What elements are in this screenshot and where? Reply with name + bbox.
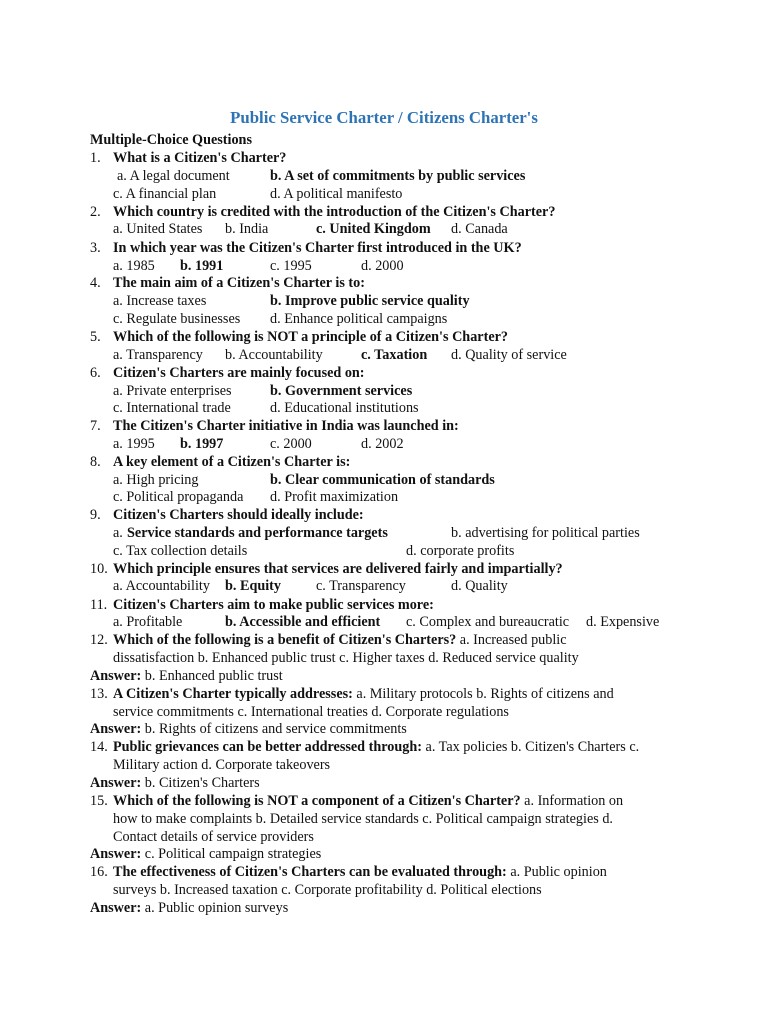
- question-text: Citizen's Charters aim to make public services more:: [113, 597, 434, 613]
- question-text: A key element of a Citizen's Charter is:: [113, 454, 351, 470]
- option-d: d. 2000: [361, 258, 404, 274]
- question-number: 15.: [90, 793, 108, 809]
- option-c: c. A financial plan: [113, 186, 217, 202]
- answer-label: Answer:: [90, 775, 142, 791]
- option-d: d. Enhance political campaigns: [270, 311, 448, 327]
- option-c: c. Political propaganda: [113, 489, 244, 505]
- option-d: d. Quality: [451, 578, 508, 594]
- options-inline: a. Increased public: [459, 632, 567, 648]
- question-number: 10.: [90, 561, 108, 577]
- answer-value: b. Rights of citizens and service commitments: [144, 721, 407, 737]
- options-inline: a. Public opinion: [510, 864, 607, 880]
- option-d: d. Expensive: [586, 614, 660, 630]
- option-c: c. Transparency: [316, 578, 406, 594]
- option-b-correct: b. Clear communication of standards: [270, 472, 495, 488]
- option-a-prefix: a.: [113, 525, 123, 541]
- option-c: c. Tax collection details: [113, 543, 248, 559]
- option-d: d. Educational institutions: [270, 400, 419, 416]
- question-text: Public grievances can be better addressed through:: [113, 739, 422, 755]
- question-text: The effectiveness of Citizen's Charters can be evaluated through:: [113, 864, 507, 880]
- answer-line: [90, 899, 288, 917]
- option-c: c. Complex and bureaucratic: [406, 614, 570, 630]
- options-inline: a. Information on: [524, 793, 624, 809]
- answer-line: [90, 845, 321, 863]
- question-text: The main aim of a Citizen's Charter is to:: [113, 275, 365, 291]
- question-number: 11.: [90, 597, 108, 613]
- question-line: [113, 738, 639, 756]
- option-a: a. High pricing: [113, 472, 199, 488]
- option-a: a. A legal document: [117, 168, 230, 184]
- question-number: 14.: [90, 739, 108, 755]
- question-text: Citizen's Charters should ideally include:: [113, 507, 364, 523]
- answer-label: Answer:: [90, 900, 142, 916]
- option-d: d. Quality of service: [451, 347, 567, 363]
- options-inline: Contact details of service providers: [113, 829, 314, 845]
- answer-label: Answer:: [90, 721, 142, 737]
- question-number: 12.: [90, 632, 108, 648]
- option-a-correct: Service standards and performance targets: [127, 525, 388, 541]
- question-text: Which of the following is NOT a principle of a Citizen's Charter?: [113, 329, 509, 345]
- options-inline: surveys b. Increased taxation c. Corporate profitability d. Political elections: [113, 882, 542, 898]
- option-b-correct: b. Government services: [270, 383, 413, 399]
- question-number: 16.: [90, 864, 108, 880]
- option-a: a. United States: [113, 221, 203, 237]
- option-b: b. Accountability: [225, 347, 323, 363]
- options-inline: a. Military protocols b. Rights of citizens and: [356, 686, 614, 702]
- answer-line: [90, 720, 407, 738]
- answer-value: c. Political campaign strategies: [144, 846, 322, 862]
- option-a: a. Increase taxes: [113, 293, 207, 309]
- question-text: Which of the following is a benefit of Citizen's Charters?: [113, 632, 457, 648]
- option-c: c. 2000: [270, 436, 312, 452]
- options-inline: a. Tax policies b. Citizen's Charters c.: [425, 739, 640, 755]
- answer-value: b. Enhanced public trust: [144, 668, 283, 684]
- question-line: [113, 792, 623, 810]
- answer-line: [90, 774, 260, 792]
- option-c: c. Regulate businesses: [113, 311, 241, 327]
- question-line: [113, 631, 567, 649]
- option-a: a. Private enterprises: [113, 383, 232, 399]
- question-text: Citizen's Charters are mainly focused on:: [113, 365, 365, 381]
- option-c-correct: c. United Kingdom: [316, 221, 431, 237]
- option-b-correct: b. Equity: [225, 578, 281, 594]
- question-text: Which country is credited with the introduction of the Citizen's Charter?: [113, 204, 556, 220]
- option-b: b. advertising for political parties: [451, 525, 640, 541]
- option-a: a. Profitable: [113, 614, 183, 630]
- option-a: a. Accountability: [113, 578, 210, 594]
- option-a: a. 1985: [113, 258, 155, 274]
- question-line: [113, 685, 614, 703]
- question-text: In which year was the Citizen's Charter first introduced in the UK?: [113, 240, 522, 256]
- question-number: 1.: [90, 150, 101, 166]
- option-c-correct: c. Taxation: [361, 347, 428, 363]
- question-number: 6.: [90, 365, 101, 381]
- option-d: d. A political manifesto: [270, 186, 403, 202]
- question-number: 13.: [90, 686, 108, 702]
- question-number: 7.: [90, 418, 101, 434]
- options-inline: Military action d. Corporate takeovers: [113, 757, 331, 773]
- question-number: 4.: [90, 275, 101, 291]
- option-d: d. corporate profits: [406, 543, 515, 559]
- question-number: 3.: [90, 240, 101, 256]
- section-heading: Multiple-Choice Questions: [90, 132, 252, 148]
- option-d: d. Canada: [451, 221, 508, 237]
- answer-value: a. Public opinion surveys: [144, 900, 289, 916]
- option-b-correct: b. 1997: [180, 436, 224, 452]
- question-line: [113, 863, 607, 881]
- option-c: c. International trade: [113, 400, 231, 416]
- option-b-correct: b. A set of commitments by public services: [270, 168, 526, 184]
- question-number: 5.: [90, 329, 101, 345]
- question-text: What is a Citizen's Charter?: [113, 150, 287, 166]
- question-number: 2.: [90, 204, 101, 220]
- option-b-correct: b. 1991: [180, 258, 224, 274]
- option-c: c. 1995: [270, 258, 312, 274]
- question-text: The Citizen's Charter initiative in India was launched in:: [113, 418, 459, 434]
- question-text: Which principle ensures that services are delivered fairly and impartially?: [113, 561, 563, 577]
- options-inline: how to make complaints b. Detailed service standards c. Political campaign strategies d.: [113, 811, 613, 827]
- option-d: d. 2002: [361, 436, 404, 452]
- question-text: A Citizen's Charter typically addresses:: [113, 686, 353, 702]
- question-number: 9.: [90, 507, 101, 523]
- option-a: a. Transparency: [113, 347, 203, 363]
- answer-label: Answer:: [90, 846, 142, 862]
- answer-label: Answer:: [90, 668, 142, 684]
- option-b-correct: b. Improve public service quality: [270, 293, 470, 309]
- option-a: a. 1995: [113, 436, 155, 452]
- document-title: Public Service Charter / Citizens Charter's: [230, 108, 538, 127]
- question-text: Which of the following is NOT a component of a Citizen's Charter?: [113, 793, 521, 809]
- answer-line: [90, 667, 283, 685]
- option-d: d. Profit maximization: [270, 489, 399, 505]
- options-inline: service commitments c. International treaties d. Corporate regulations: [113, 704, 509, 720]
- answer-value: b. Citizen's Charters: [144, 775, 260, 791]
- question-number: 8.: [90, 454, 101, 470]
- option-b-correct: b. Accessible and efficient: [225, 614, 381, 630]
- option-b: b. India: [225, 221, 269, 237]
- options-inline: dissatisfaction b. Enhanced public trust c. Higher taxes d. Reduced service quality: [113, 650, 579, 666]
